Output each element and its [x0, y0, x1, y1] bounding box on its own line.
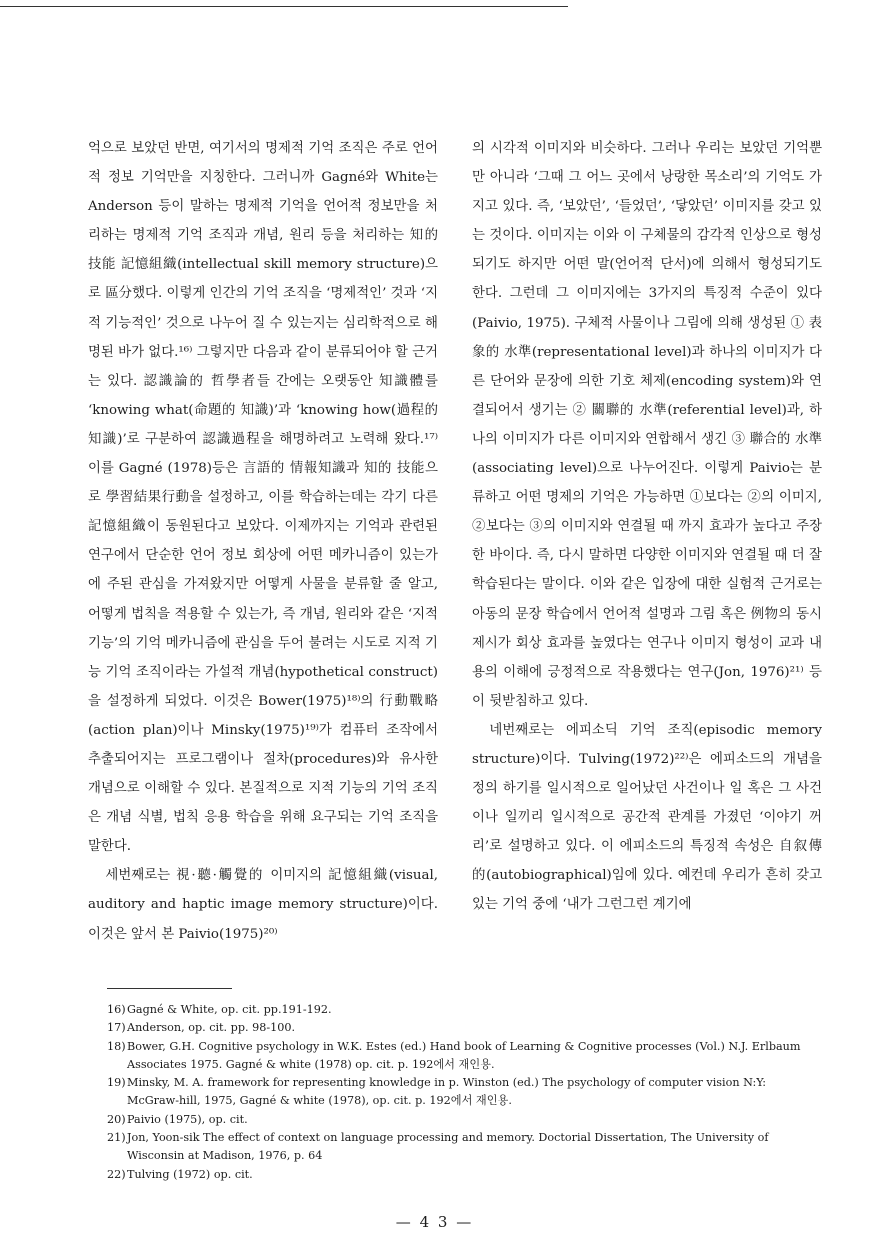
- footnote-number: 20): [107, 1112, 126, 1126]
- footnote: [107, 1019, 812, 1037]
- footnote-text: Jon, Yoon-sik The effect of context on language processing and memory. Doctorial Dissertation, The University of Wisconsin at Madison, 1976, p. 64: [127, 1131, 769, 1163]
- footnote: [107, 1038, 812, 1075]
- body-column-right: [472, 134, 822, 920]
- paragraph: 네번째로는 에피소딕 기억 조직(episodic memory structure)이다. Tulving(1972)²²⁾은 에피소드의 개념을 정의 하기를 일시적으로 일어났던 사건이나 일 혹은 그 사건이나 일끼리 일시적으로 공간적 관계를 가졌던 ‘이야기 꺼리’로 설명하고 있다. 이 에피소드의 특징적 속성은 自叙傳的(autobiographical)임에 있다. 예컨데 우리가 흔히 갖고 있는 기억 중에 ‘내가 그런그런 계기에: [472, 722, 822, 913]
- footnote-number: 16): [107, 1003, 126, 1016]
- body-column-left: [88, 134, 438, 949]
- paragraph: 억으로 보았던 반면, 여기서의 명제적 기억 조직은 주로 언어적 정보 기억만을 지칭한다. 그러니까 Gagné와 White는 Anderson 등이 말하는 명제적 기억을 언어적 정보만을 처리하는 명제적 기억 조직과 개념, 원리 등을 처리하는 知的 技能 記憶組織(intellectual skill memory structure)으로 區分했다. 이렇게 인간의 기억 조직을 ‘명제적인’ 것과 ‘지적 기능적인’ 것으로 나누어 질 수 있는지는 심리학적으로 해명된 바가 없다.¹⁶⁾ 그렇지만 다음과 같이 분류되어야 할 근거는 있다. 認識論的 哲學者들 간에는 오랫동안 知識體를 ‘knowing what(命題的 知識)’과 ‘knowing how(過程的 知識)’로 구분하여 認識過程을 해명하려고 노력해 왔다.¹⁷⁾ 이를 Gagné (1978)등은 言語的 情報知識과 知的 技能으로 學習結果行動을 설정하고, 이를 학습하는데는 각기 다른 記憶組織이 동원된다고 보았다. 이제까지는 기억과 관련된 연구에서 단순한 언어 정보 회상에 어떤 메카니즘이 있는가에 주된 관심을 가져왔지만 어떻게 사물을 분류할 줄 알고, 어떻게 법칙을 적용할 수 있는가, 즉 개념, 원리와 같은 ‘지적 기능’의 기억 메카니즘에 관심을 두어 불려는 시도로 지적 기능 기억 조직이라는 가설적 개념(hypothetical construct)을 설정하게 되었다. 이것은 Bower(1975)¹⁸⁾의 行動戰略(action plan)이나 Minsky(1975)¹⁹⁾가 컴퓨터 조작에서 추출되어지는 프로그램이나 절차(procedures)와 유사한 개념으로 이해할 수 있다. 본질적으로 지적 기능의 기억 조직은 개념 식별, 법칙 응용 학습을 위해 요구되는 기억 조직을 말한다.: [88, 141, 438, 855]
- paragraph: 세번째로는 視·聽·觸覺的 이미지의 記憶組織(visual, auditory and haptic image memory structure)이다. 이것은 앞서 본 Paivio(1975)²⁰⁾: [88, 868, 438, 942]
- footnote-text: Anderson, op. cit. pp. 98-100.: [127, 1021, 296, 1035]
- top-rule: [0, 6, 568, 7]
- footnote-number: 22): [107, 1167, 126, 1181]
- footnote-text: Gagné & White, op. cit. pp.191-192.: [127, 1003, 332, 1016]
- footnote-text: Minsky, M. A. framework for representing knowledge in p. Winston (ed.) The psychology of computer vision N:Y: McGraw-hill, 1975, Gagné & white (1978), op. cit. p. 192에서 재인용.: [127, 1076, 767, 1108]
- footnote: [107, 1111, 812, 1129]
- footnote: [107, 1129, 812, 1166]
- footnote: [107, 1001, 812, 1019]
- footnote: [107, 1166, 812, 1184]
- footnote-text: Bower, G.H. Cognitive psychology in W.K. Estes (ed.) Hand book of Learning & Cognitive processes (Vol.) N.J. Erlbaum Associates 1975. Gagné & white (1978) op. cit. p. 192에서 재인용.: [127, 1039, 801, 1071]
- footnote-number: 17): [107, 1021, 126, 1035]
- footnote-number: 21): [107, 1131, 126, 1145]
- footnote-text: Tulving (1972) op. cit.: [127, 1167, 253, 1181]
- footnote-number: 18): [107, 1039, 126, 1053]
- footnote: [107, 1074, 812, 1111]
- page-number: — 4 3 —: [395, 1213, 474, 1231]
- footnotes: [107, 1001, 812, 1184]
- footnote-separator: [107, 988, 232, 989]
- footnote-number: 19): [107, 1076, 126, 1090]
- paragraph: 의 시각적 이미지와 비슷하다. 그러나 우리는 보았던 기억뿐만 아니라 ‘그때 그 어느 곳에서 낭랑한 목소리’의 기억도 가지고 있다. 즉, ‘보았던’, ‘들었던’, ‘닿았던’ 이미지를 갖고 있는 것이다. 이미지는 이와 이 구체물의 감각적 인상으로 형성되기도 하지만 어떤 말(언어적 단서)에 의해서 형성되기도 한다. 그런데 그 이미지에는 3가지의 특징적 수준이 있다(Paivio, 1975). 구체적 사물이나 그림에 의해 생성된 ① 表象的 水準(representational level)과 하나의 이미지가 다른 단어와 문장에 의한 기호 체제(encoding system)와 연결되어서 생기는 ② 關聯的 水準(referential level)과, 하나의 이미지가 다른 이미지와 연합해서 생긴 ③ 聯合的 水準(associating level)으로 나누어진다. 이렇게 Paivio는 분류하고 어떤 명제의 기억은 가능하면 ①보다는 ②의 이미지, ②보다는 ③의 이미지와 연결될 때 까지 효과가 높다고 주장한 바이다. 즉, 다시 말하면 다양한 이미지와 연결될 때 더 잘 학습된다는 말이다. 이와 같은 입장에 대한 실험적 근거로는 아동의 문장 학습에서 언어적 설명과 그림 혹은 例物의 동시 제시가 회상 효과를 높였다는 연구나 이미지 형성이 교과 내용의 이해에 긍정적으로 작용했다는 연구(Jon, 1976)²¹⁾ 등이 뒷받침하고 있다.: [472, 141, 822, 709]
- footnote-text: Paivio (1975), op. cit.: [127, 1112, 248, 1126]
